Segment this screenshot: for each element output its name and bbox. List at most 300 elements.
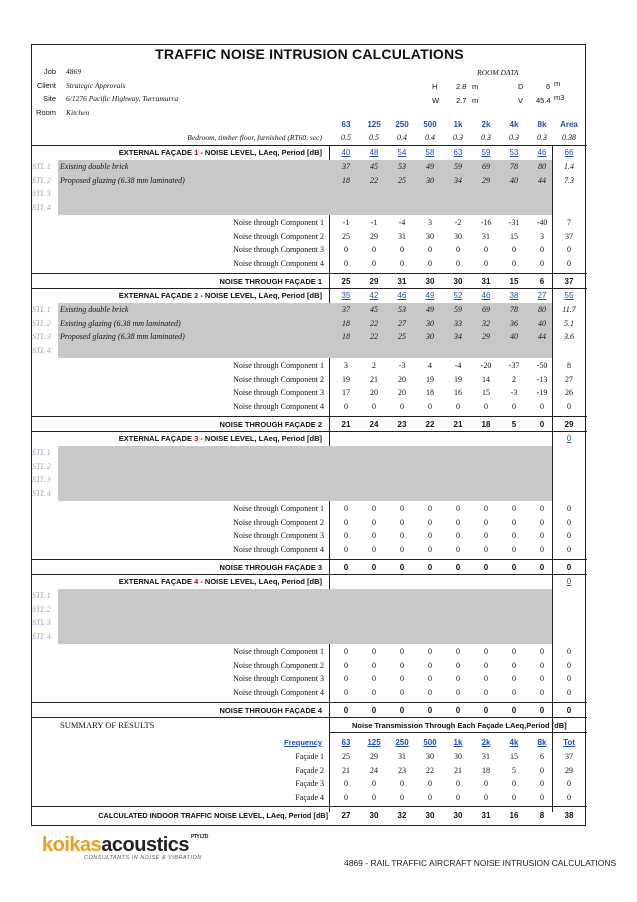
info-value-job: 4869	[66, 67, 81, 76]
component-value: 0	[400, 674, 404, 683]
facade-through-value: 30	[425, 277, 435, 286]
component-value: 0	[484, 245, 488, 254]
facade-level: 46	[397, 291, 407, 300]
component-value: 0	[428, 660, 432, 670]
component-value: 0	[400, 504, 404, 513]
summary-value: 0	[400, 779, 404, 788]
indoor-value: 8	[539, 811, 545, 820]
component-value: 0	[400, 401, 404, 411]
freq-header: 4k	[509, 120, 519, 129]
summary-row-label: Façade 3	[295, 779, 324, 788]
component-value: 30	[426, 231, 434, 241]
facade-divider	[32, 431, 587, 432]
freq-header: 1k	[453, 120, 463, 129]
summary-freq: 1k	[453, 738, 463, 747]
facade-through-value: 22	[425, 420, 435, 429]
component-value: 0	[456, 401, 460, 411]
component-value: 0	[456, 544, 460, 554]
component-value: 0	[400, 647, 404, 656]
indoor-value: 27	[341, 811, 351, 820]
facade-through-total: 0	[566, 563, 572, 572]
component-value: 18	[426, 388, 434, 397]
component-value: 19	[342, 374, 350, 384]
summary-value: 0	[484, 779, 488, 788]
stl-value: 59	[454, 162, 462, 171]
stl-value: 27	[398, 318, 406, 328]
indoor-value: 32	[397, 811, 407, 820]
component-value: 0	[344, 401, 348, 411]
facade-level: 59	[481, 148, 491, 157]
facade-through-value: 0	[539, 706, 545, 715]
component-value: -1	[370, 218, 378, 227]
stl-value: 22	[370, 332, 378, 341]
component-value: 0	[344, 687, 348, 697]
facade-level: 48	[369, 148, 379, 157]
rt60-value: 0.3	[537, 133, 547, 142]
facade-divider	[32, 288, 587, 289]
component-label: Noise through Component 2	[233, 660, 324, 670]
info-label-job: Job	[43, 67, 56, 76]
component-divider	[32, 273, 587, 274]
summary-tot: Tot	[563, 738, 575, 747]
component-value: 0	[512, 401, 516, 411]
component-value: -31	[508, 218, 520, 227]
component-value: 0	[484, 544, 488, 554]
facade-through-value: 5	[511, 420, 517, 429]
component-total: 26	[565, 388, 573, 397]
facade-through-value: 18	[481, 420, 491, 429]
summary-value: 0	[456, 779, 460, 788]
component-value: 0	[428, 258, 432, 268]
indoor-label: CALCULATED INDOOR TRAFFIC NOISE LEVEL, LAeq, Period [dB]	[98, 811, 328, 820]
summary-value: 6	[540, 752, 544, 761]
facade-through-total: 37	[564, 277, 574, 286]
info-label-client: Client	[36, 80, 56, 90]
component-value: 0	[456, 245, 460, 254]
rt60-value: 0.3	[481, 133, 491, 142]
rt60-value: 0.4	[425, 133, 435, 142]
summary-value: 31	[482, 752, 490, 761]
component-total: 0	[567, 660, 571, 670]
facade-through-value: 0	[455, 563, 461, 572]
facade-through-value: 0	[511, 563, 517, 572]
facade-through-label: NOISE THROUGH FAÇADE 3	[219, 563, 322, 572]
stl-shade	[58, 589, 552, 644]
facade-through-value: 31	[397, 277, 407, 286]
component-value: 0	[456, 504, 460, 513]
summary-value: 0	[372, 779, 376, 788]
facade-level: 52	[453, 291, 463, 300]
component-value: 0	[400, 517, 404, 527]
component-value: 0	[540, 258, 544, 268]
facade-level: 35	[341, 291, 351, 300]
component-value: 0	[484, 401, 488, 411]
component-label: Noise through Component 3	[233, 531, 324, 540]
component-total: 8	[567, 361, 571, 370]
summary-value: 0	[400, 792, 404, 802]
stl-value: 25	[398, 332, 406, 341]
stl-value: 69	[482, 162, 490, 171]
summary-value: 0	[428, 792, 432, 802]
component-value: 0	[344, 258, 348, 268]
summary-value: 0	[344, 779, 348, 788]
facade-through-value: 0	[511, 706, 517, 715]
component-value: 4	[428, 361, 432, 370]
stl-value: 30	[426, 175, 434, 185]
stl-value: 53	[398, 305, 406, 314]
summary-total: 29	[565, 765, 573, 775]
stl-label: STL 2	[32, 461, 51, 471]
room-data-heading: ROOM DATA	[477, 68, 519, 77]
stl-value: 53	[398, 162, 406, 171]
stl-label: STL 3	[32, 475, 51, 484]
component-total: 37	[565, 231, 573, 241]
stl-name: Existing double brick	[60, 305, 129, 314]
component-value: 0	[428, 647, 432, 656]
facade-header-4	[32, 577, 322, 586]
component-value: 0	[512, 258, 516, 268]
component-value: -19	[536, 388, 548, 397]
stl-value: 30	[426, 332, 434, 341]
stl-label: STL 1	[32, 448, 51, 457]
component-value: 31	[482, 231, 490, 241]
stl-area: 7.3	[564, 175, 574, 185]
component-value: 0	[540, 660, 544, 670]
facade-level-total: 0	[566, 577, 572, 586]
component-value: 0	[372, 544, 376, 554]
summary-freq: 63	[341, 738, 351, 747]
facade-title-pre: EXTERNAL FAÇADE	[118, 291, 195, 300]
facade-divider	[32, 574, 587, 575]
component-value: 16	[454, 388, 462, 397]
component-value: 0	[540, 531, 544, 540]
component-label: Noise through Component 1	[233, 504, 324, 513]
indoor-value: 30	[453, 811, 463, 820]
component-value: 0	[540, 544, 544, 554]
logo-part2: acoustics	[101, 834, 190, 856]
component-value: 0	[484, 504, 488, 513]
summary-value: 0	[540, 792, 544, 802]
component-value: 0	[512, 504, 516, 513]
stl-name: Existing glazing (6.38 mm laminated)	[60, 318, 181, 328]
component-value: 0	[400, 531, 404, 540]
component-value: 0	[400, 544, 404, 554]
facade-through-value: 0	[343, 563, 349, 572]
summary-freq: 8k	[537, 738, 547, 747]
rt60-label: Bedroom, timber floor, furnished (RT60, sec)	[187, 133, 322, 142]
component-value: 0	[344, 504, 348, 513]
component-divider	[32, 702, 587, 703]
info-label-site: Site	[43, 94, 56, 103]
component-value: 0	[428, 517, 432, 527]
stl-label: STL 1	[32, 591, 51, 600]
component-value: 0	[512, 544, 516, 554]
facade-level-total: 66	[564, 148, 574, 157]
component-value: 0	[484, 517, 488, 527]
rt60-area: 0.38	[562, 133, 576, 142]
stl-area: 3.6	[564, 332, 574, 341]
stl-value: 34	[454, 332, 462, 341]
component-value: 0	[428, 245, 432, 254]
stl-value: 22	[370, 318, 378, 328]
component-total: 0	[567, 674, 571, 683]
stl-name: Proposed glazing (6.38 mm laminated)	[60, 332, 185, 341]
component-value: 0	[372, 504, 376, 513]
facade-through-label: NOISE THROUGH FAÇADE 1	[219, 277, 322, 286]
stl-value: 36	[510, 318, 518, 328]
component-value: 3	[344, 361, 348, 370]
facade-header-1	[32, 148, 322, 157]
indoor-divider	[32, 806, 587, 807]
stl-area: 1.4	[564, 162, 574, 171]
facade-divider	[32, 145, 587, 146]
rt60-value: 0.4	[397, 133, 407, 142]
stl-value: 45	[370, 305, 378, 314]
component-label: Noise through Component 4	[233, 258, 324, 268]
summary-value: 0	[512, 779, 516, 788]
component-value: 0	[372, 245, 376, 254]
component-value: 20	[370, 388, 378, 397]
summary-value: 22	[426, 765, 434, 775]
indoor-value: 30	[425, 811, 435, 820]
stl-value: 18	[342, 175, 350, 185]
summary-value: 0	[456, 792, 460, 802]
info-value-room: Kitchen	[66, 107, 90, 117]
facade-through-value: 0	[399, 706, 405, 715]
facade-title-post: - NOISE LEVEL, LAeq, Period [dB]	[198, 434, 322, 443]
component-value: -3	[398, 361, 406, 370]
facade-level: 42	[369, 291, 379, 300]
facade-number: 3	[194, 434, 199, 443]
component-value: 0	[344, 647, 348, 656]
facade-through-value: 0	[539, 563, 545, 572]
summary-value: 0	[540, 765, 544, 775]
component-value: 0	[512, 531, 516, 540]
facade-level-total: 55	[564, 291, 574, 300]
component-value: -40	[536, 218, 548, 227]
facade-through-value: 0	[427, 563, 433, 572]
room-d-unit: m	[554, 79, 561, 88]
stl-value: 30	[426, 318, 434, 328]
component-value: 0	[428, 544, 432, 554]
facade-through-value: 30	[453, 277, 463, 286]
summary-label: SUMMARY OF RESULTS	[60, 720, 155, 730]
component-value: 0	[344, 245, 348, 254]
stl-value: 33	[454, 318, 462, 328]
summary-head-rule	[330, 732, 587, 733]
component-value: 0	[372, 258, 376, 268]
component-value: 29	[370, 231, 378, 241]
component-value: -13	[536, 374, 548, 384]
component-total: 0	[567, 687, 571, 697]
logo-pty: PTY LTD	[191, 834, 208, 840]
component-value: -2	[454, 218, 462, 227]
component-value: 0	[512, 660, 516, 670]
component-divider	[32, 559, 587, 560]
rt60-value: 0.3	[453, 133, 463, 142]
summary-total: 0	[567, 779, 571, 788]
summary-value: 30	[426, 752, 434, 761]
component-total: 7	[567, 218, 571, 227]
component-value: 0	[344, 674, 348, 683]
facade-through-value: 29	[369, 277, 379, 286]
summary-row-label: Façade 1	[295, 752, 324, 761]
component-value: 0	[428, 531, 432, 540]
facade-number: 2	[194, 291, 199, 300]
component-value: 14	[482, 374, 490, 384]
stl-value: 18	[342, 318, 350, 328]
summary-freq: 125	[367, 738, 381, 747]
stl-value: 44	[538, 332, 546, 341]
summary-value: 0	[540, 779, 544, 788]
rt60-value: 0.5	[369, 133, 379, 142]
component-label: Noise through Component 2	[233, 231, 324, 241]
component-value: 0	[428, 504, 432, 513]
component-label: Noise through Component 1	[233, 218, 324, 227]
page-title: TRAFFIC NOISE INTRUSION CALCULATIONS	[155, 46, 464, 62]
component-label: Noise through Component 4	[233, 544, 324, 554]
component-value: -16	[480, 218, 492, 227]
summary-row-label: Façade 2	[295, 765, 324, 775]
stl-area: 5.1	[564, 318, 574, 328]
component-total: 0	[567, 517, 571, 527]
component-value: 0	[456, 258, 460, 268]
stl-value: 22	[370, 175, 378, 185]
summary-value: 29	[370, 752, 378, 761]
indoor-value: 16	[509, 811, 519, 820]
component-label: Noise through Component 3	[233, 245, 324, 254]
component-value: -4	[398, 218, 406, 227]
component-value: 0	[456, 674, 460, 683]
component-total: 0	[567, 531, 571, 540]
component-value: 0	[540, 517, 544, 527]
component-value: 0	[400, 687, 404, 697]
facade-through-value: 31	[481, 277, 491, 286]
component-value: 0	[540, 647, 544, 656]
summary-total: 0	[567, 792, 571, 802]
stl-label: STL 4	[32, 345, 51, 355]
component-total: 0	[567, 504, 571, 513]
summary-value: 31	[398, 752, 406, 761]
facade-through-value: 21	[341, 420, 351, 429]
room-v-label: V	[518, 96, 524, 105]
freq-header: 63	[341, 120, 351, 129]
component-value: 30	[454, 231, 462, 241]
room-d-label: D	[518, 82, 524, 91]
component-value: -4	[454, 361, 462, 370]
room-v-value: 45.4	[536, 96, 551, 105]
freq-header: 125	[367, 120, 381, 129]
freq-header: 500	[423, 120, 437, 129]
component-value: 0	[484, 674, 488, 683]
component-value: 0	[484, 647, 488, 656]
stl-value: 45	[370, 162, 378, 171]
room-v-unit: m3	[554, 93, 565, 102]
stl-label: STL 4	[32, 631, 51, 641]
freq-header: 8k	[537, 120, 547, 129]
info-value-client: Strategic Approvals	[66, 80, 126, 90]
component-label: Noise through Component 3	[233, 388, 324, 397]
component-value: 0	[540, 245, 544, 254]
component-value: 0	[372, 687, 376, 697]
stl-value: 37	[342, 162, 350, 171]
component-value: 0	[344, 660, 348, 670]
summary-value: 18	[482, 765, 490, 775]
logo-part1: koikas	[42, 834, 102, 856]
component-value: 0	[428, 674, 432, 683]
component-value: 31	[398, 231, 406, 241]
facade-through-label: NOISE THROUGH FAÇADE 2	[219, 420, 322, 429]
facade-level: 46	[537, 148, 547, 157]
summary-value: 21	[454, 765, 462, 775]
component-value: 0	[484, 687, 488, 697]
component-total: 0	[567, 258, 571, 268]
component-value: 0	[344, 531, 348, 540]
summary-value: 0	[484, 792, 488, 802]
component-value: 0	[428, 401, 432, 411]
room-h-unit: m	[472, 82, 479, 91]
component-value: -3	[510, 388, 518, 397]
component-label: Noise through Component 2	[233, 374, 324, 384]
stl-label: STL 3	[32, 332, 51, 341]
stl-name: Existing double brick	[60, 162, 129, 171]
component-value: 0	[428, 687, 432, 697]
stl-label: STL 4	[32, 202, 51, 212]
facade-number: 1	[194, 148, 199, 157]
summary-heading: Noise Transmission Through Each Façade LAeq,Period [dB]	[352, 721, 567, 730]
facade-title-post: - NOISE LEVEL, LAeq, Period [dB]	[198, 291, 322, 300]
component-value: 0	[456, 531, 460, 540]
summary-freq: 2k	[481, 738, 491, 747]
component-value: 0	[484, 258, 488, 268]
stl-value: 59	[454, 305, 462, 314]
facade-level: 63	[453, 148, 463, 157]
component-value: 0	[512, 245, 516, 254]
facade-level: 46	[481, 291, 491, 300]
stl-value: 29	[482, 175, 490, 185]
indoor-value: 30	[369, 811, 379, 820]
component-value: 0	[372, 647, 376, 656]
stl-value: 40	[510, 175, 518, 185]
component-value: 0	[512, 674, 516, 683]
company-logo	[42, 834, 208, 857]
facade-through-value: 24	[369, 420, 379, 429]
summary-freq: 4k	[509, 738, 519, 747]
summary-value: 30	[454, 752, 462, 761]
summary-value: 24	[370, 765, 378, 775]
summary-value: 23	[398, 765, 406, 775]
component-label: Noise through Component 4	[233, 687, 324, 697]
facade-through-value: 25	[341, 277, 351, 286]
facade-level: 54	[397, 148, 407, 157]
area-header: Area	[560, 120, 578, 129]
summary-freq: 500	[423, 738, 437, 747]
component-value: 15	[482, 388, 490, 397]
facade-through-value: 0	[343, 706, 349, 715]
facade-level: 58	[425, 148, 435, 157]
facade-through-total: 29	[564, 420, 574, 429]
stl-label: STL 3	[32, 189, 51, 198]
component-value: 0	[456, 687, 460, 697]
component-label: Noise through Component 2	[233, 517, 324, 527]
room-w-unit: m	[472, 96, 479, 105]
summary-value: 0	[372, 792, 376, 802]
facade-through-value: 0	[399, 563, 405, 572]
component-divider	[32, 416, 587, 417]
summary-value: 15	[510, 752, 518, 761]
component-value: -50	[536, 361, 548, 370]
summary-frequency-label: Frequency	[284, 738, 322, 747]
